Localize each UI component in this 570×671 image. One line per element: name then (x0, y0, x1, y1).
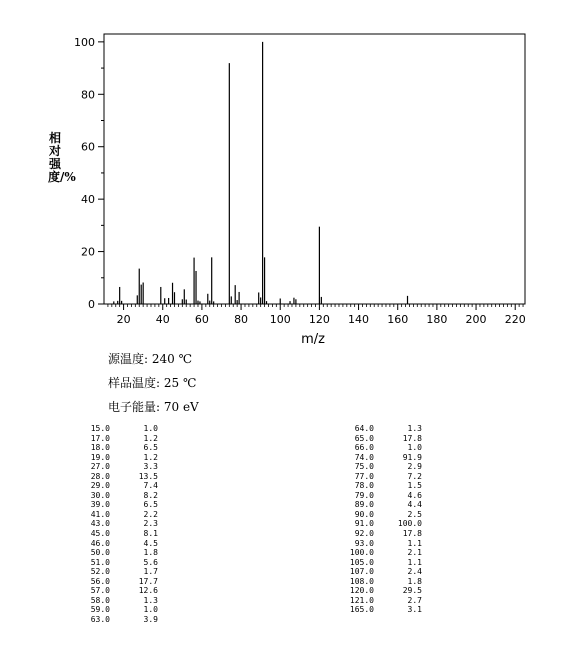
peak-row (78, 529, 158, 539)
peak-mz: 56.0 (90, 576, 110, 586)
peak-row (342, 472, 422, 482)
peak-mz: 108.0 (349, 576, 374, 586)
peak-row (342, 548, 422, 558)
source-temperature: 源温度: 240 ℃ (108, 352, 193, 366)
peak-abundance: 2.5 (407, 509, 422, 519)
peak-row (342, 558, 422, 568)
sample-temperature: 样品温度: 25 ℃ (108, 376, 197, 390)
x-tick-label: 180 (426, 313, 448, 326)
peak-abundance: 3.3 (143, 462, 158, 472)
x-axis (108, 304, 526, 326)
peak-mz: 91.0 (354, 519, 374, 529)
peak-abundance: 7.2 (407, 471, 422, 481)
peak-abundance: 12.6 (138, 586, 158, 596)
peak-row (78, 539, 158, 549)
peak-abundance: 3.1 (407, 605, 422, 615)
peak-row (78, 491, 158, 501)
peak-mz: 79.0 (354, 490, 374, 500)
peak-mz: 64.0 (354, 424, 374, 433)
peak-mz: 15.0 (90, 424, 110, 433)
x-axis-label: m/z (301, 332, 325, 345)
peak-row (342, 481, 422, 491)
peak-abundance: 13.5 (138, 471, 158, 481)
peak-abundance: 2.3 (143, 519, 158, 529)
peak-mz: 58.0 (90, 595, 110, 605)
peak-abundance: 2.1 (407, 548, 422, 558)
peak-row (342, 596, 422, 606)
peak-abundance: 1.0 (143, 424, 158, 433)
peak-mz: 27.0 (90, 462, 110, 472)
y-tick-label: 20 (81, 245, 95, 259)
peak-row (342, 491, 422, 501)
peak-mz: 51.0 (90, 557, 110, 567)
peak-abundance: 1.0 (143, 605, 158, 615)
peak-mz: 100.0 (349, 548, 374, 558)
peak-abundance: 1.8 (407, 576, 422, 586)
peak-abundance: 100.0 (397, 519, 422, 529)
peak-abundance: 4.5 (143, 538, 158, 548)
peak-abundance: 2.4 (407, 567, 422, 577)
y-tick-label: 80 (81, 88, 95, 102)
peak-mz: 29.0 (90, 481, 110, 491)
peak-abundance: 4.6 (407, 490, 422, 500)
peak-abundance: 8.2 (143, 490, 158, 500)
peak-mz: 120.0 (349, 586, 374, 596)
plot-frame (104, 34, 525, 304)
peak-mz: 93.0 (354, 538, 374, 548)
x-tick-label: 40 (155, 313, 170, 326)
peak-row (78, 567, 158, 577)
peak-abundance: 1.1 (407, 538, 422, 548)
peak-abundance: 1.2 (143, 452, 158, 462)
peak-abundance: 4.4 (407, 500, 422, 510)
peak-mz: 78.0 (354, 481, 374, 491)
peak-abundance: 1.0 (407, 443, 422, 453)
y-tick-label: 100 (74, 35, 95, 49)
peak-bars (114, 42, 408, 304)
peak-mz: 66.0 (354, 443, 374, 453)
peak-row (78, 481, 158, 491)
y-axis-label: 相对强度/% (48, 131, 76, 184)
peak-row (342, 443, 422, 453)
peak-abundance: 6.5 (143, 500, 158, 510)
x-tick-label: 220 (504, 313, 526, 326)
peak-row (342, 500, 422, 510)
peak-row (78, 519, 158, 529)
x-tick-label: 60 (194, 313, 209, 326)
peak-mz: 50.0 (90, 548, 110, 558)
peak-abundance: 29.5 (402, 586, 422, 596)
peak-row (342, 462, 422, 472)
peak-mz: 65.0 (354, 433, 374, 443)
peak-abundance: 2.9 (407, 462, 422, 472)
peak-mz: 39.0 (90, 500, 110, 510)
peak-row (342, 519, 422, 529)
peak-abundance: 2.7 (407, 595, 422, 605)
peak-abundance: 1.7 (143, 567, 158, 577)
peak-mz: 92.0 (354, 529, 374, 539)
peak-mz: 63.0 (90, 614, 110, 624)
peak-mz: 17.0 (90, 433, 110, 443)
peak-row (78, 605, 158, 615)
peak-row (342, 453, 422, 463)
x-tick-label: 20 (116, 313, 131, 326)
peak-abundance: 3.9 (143, 614, 158, 624)
x-tick-label: 160 (387, 313, 409, 326)
peak-row (342, 510, 422, 520)
peak-mz: 105.0 (349, 557, 374, 567)
peak-abundance: 17.8 (402, 433, 422, 443)
y-tick-label: 40 (81, 193, 95, 207)
peak-row (78, 443, 158, 453)
peak-abundance: 17.8 (402, 529, 422, 539)
peak-abundance: 1.2 (143, 433, 158, 443)
peak-mz: 19.0 (90, 452, 110, 462)
peak-abundance: 1.3 (143, 595, 158, 605)
peak-row (78, 424, 158, 434)
peak-row (78, 453, 158, 463)
peak-mz: 59.0 (90, 605, 110, 615)
peak-row (342, 586, 422, 596)
peak-mz: 45.0 (90, 529, 110, 539)
peak-abundance: 1.8 (143, 548, 158, 558)
peak-mz: 77.0 (354, 471, 374, 481)
peak-mz: 18.0 (90, 443, 110, 453)
y-axis (74, 36, 104, 311)
peak-row (342, 529, 422, 539)
peak-abundance: 1.3 (407, 424, 422, 433)
peak-row (78, 596, 158, 606)
peak-mz: 30.0 (90, 490, 110, 500)
peak-row (342, 424, 422, 434)
x-tick-label: 100 (269, 313, 291, 326)
peak-mz: 46.0 (90, 538, 110, 548)
x-tick-label: 80 (234, 313, 249, 326)
peak-abundance: 2.2 (143, 509, 158, 519)
peak-mz: 57.0 (90, 586, 110, 596)
peak-row (78, 472, 158, 482)
peak-mz: 41.0 (90, 509, 110, 519)
peak-table-left (78, 424, 158, 624)
peak-abundance: 91.9 (402, 452, 422, 462)
peak-abundance: 5.6 (143, 557, 158, 567)
peak-mz: 74.0 (354, 452, 374, 462)
peak-table-right (342, 424, 422, 615)
peak-abundance: 1.1 (407, 557, 422, 567)
peak-row (78, 577, 158, 587)
peak-row (78, 586, 158, 596)
peak-row (78, 462, 158, 472)
peak-row (342, 567, 422, 577)
y-tick-label: 0 (88, 298, 95, 311)
peak-mz: 121.0 (349, 595, 374, 605)
peak-row (342, 605, 422, 615)
peak-row (342, 434, 422, 444)
peak-mz: 28.0 (90, 471, 110, 481)
peak-mz: 90.0 (354, 509, 374, 519)
peak-row (78, 548, 158, 558)
peak-abundance: 1.5 (407, 481, 422, 491)
peak-mz: 75.0 (354, 462, 374, 472)
peak-mz: 43.0 (90, 519, 110, 529)
peak-abundance: 17.7 (138, 576, 158, 586)
peak-abundance: 8.1 (143, 529, 158, 539)
peak-row (78, 558, 158, 568)
peak-row (342, 577, 422, 587)
y-tick-label: 60 (81, 140, 95, 154)
x-tick-label: 120 (308, 313, 330, 326)
peak-row (78, 510, 158, 520)
electron-energy: 电子能量: 70 eV (108, 400, 199, 414)
peak-row (78, 615, 158, 625)
peak-row (342, 539, 422, 549)
x-tick-label: 200 (465, 313, 487, 326)
peak-row (78, 500, 158, 510)
peak-abundance: 7.4 (143, 481, 158, 491)
peak-mz: 89.0 (354, 500, 374, 510)
peak-mz: 52.0 (90, 567, 110, 577)
x-tick-label: 140 (348, 313, 370, 326)
peak-mz: 107.0 (349, 567, 374, 577)
peak-abundance: 6.5 (143, 443, 158, 453)
peak-mz: 165.0 (349, 605, 374, 615)
peak-row (78, 434, 158, 444)
